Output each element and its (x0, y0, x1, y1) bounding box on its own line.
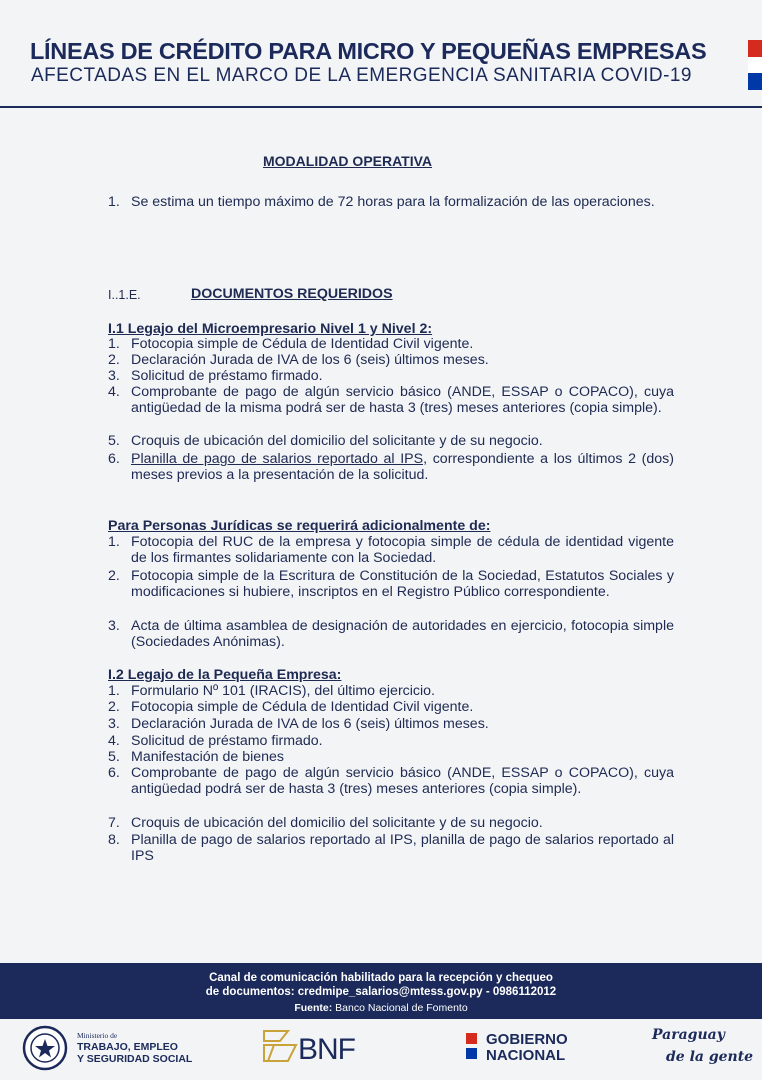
footer-line-1: Canal de comunicación habilitado para la recepción y chequeo (209, 972, 553, 984)
header-divider (0, 106, 762, 108)
list-item: 1. Fotocopia del RUC de la empresa y fotocopia simple de cédula de identidad vigente de los firmantes solidariamente con la Sociedad. (108, 534, 674, 567)
modalidad-title: MODALIDAD OPERATIVA (263, 153, 433, 169)
ministerio-name-1: TRABAJO, EMPLEO (77, 1041, 178, 1053)
footer-line-2: de documentos: credmipe_salarios@mtess.gov.py - 0986112012 (205, 986, 557, 998)
gobierno-flag-blue-icon (466, 1048, 477, 1059)
list-item: 2. Fotocopia simple de la Escritura de Constitución de la Sociedad, Estatutos Sociales y modificaciones si hubiere, inscriptos en el Registro Público correspondiente. (108, 568, 674, 601)
documentos-title: DOCUMENTOS REQUERIDOS (191, 286, 393, 302)
list-item: 7. Croquis de ubicación del domicilio del solicitante y de su negocio. (108, 815, 543, 831)
list-item: 5. Croquis de ubicación del domicilio del solicitante y de su negocio. (108, 433, 543, 449)
list-item: 3. Declaración Jurada de IVA de los 6 (seis) últimos meses. (108, 716, 489, 732)
list-item: 3. Solicitud de préstamo firmado. (108, 368, 323, 384)
footer-source: Fuente: Banco Nacional de Fomento (294, 1002, 468, 1014)
bnf-logo-icon (260, 1027, 300, 1067)
list-item: 8. Planilla de pago de salarios reportado al IPS, planilla de pago de salarios reportado al IPS (108, 832, 674, 865)
ministerio-label: Ministerio de (77, 1031, 118, 1040)
header-title: LÍNEAS DE CRÉDITO PARA MICRO Y PEQUEÑAS EMPRESAS (30, 38, 707, 64)
list-item: 6. Planilla de pago de salarios reportado al IPS, correspondiente a los últimos 2 (dos) meses previos a la presentación de la solicitud. (108, 451, 674, 484)
bnf-label: BNF (298, 1033, 355, 1066)
paraguay-flag-icon (748, 40, 762, 90)
paraguay-slogan-2: de la gente (666, 1049, 754, 1065)
list-item: 1. Formulario Nº 101 (IRACIS), del último ejercicio. (108, 683, 435, 699)
header-subtitle: AFECTADAS EN EL MARCO DE LA EMERGENCIA SANITARIA COVID-19 (31, 65, 692, 86)
paraguay-slogan-1: Paraguay (652, 1027, 725, 1043)
section-code: I..1.E. (108, 288, 141, 302)
list-item: 3. Acta de última asamblea de designación de autoridades en ejercicio, fotocopia simple (Sociedades Anónimas). (108, 618, 674, 651)
list-item: 4. Solicitud de préstamo firmado. (108, 733, 323, 749)
legajo-pequena-title: I.2 Legajo de la Pequeña Empresa: (108, 667, 342, 683)
footer-bar (0, 963, 762, 1019)
gobierno-label-2: NACIONAL (486, 1047, 566, 1064)
page-header (0, 0, 762, 108)
list-item: 2. Declaración Jurada de IVA de los 6 (seis) últimos meses. (108, 352, 489, 368)
legajo-micro-title: I.1 Legajo del Microempresario Nivel 1 y Nivel 2: (108, 321, 433, 337)
list-item: 4. Comprobante de pago de algún servicio básico (ANDE, ESSAP o COPACO), cuya antigüedad de la misma podrá ser de hasta 3 (tres) meses anteriores (copia simple). (108, 384, 674, 417)
gobierno-label-1: GOBIERNO (486, 1031, 568, 1048)
ministerio-name-2: Y SEGURIDAD SOCIAL (77, 1053, 193, 1065)
list-item: 6. Comprobante de pago de algún servicio básico (ANDE, ESSAP o COPACO), cuya antigüedad podrá ser de hasta 3 (tres) meses anteriores (copia simple). (108, 765, 674, 798)
list-item: 1. Se estima un tiempo máximo de 72 horas para la formalización de las operaciones. (108, 194, 655, 210)
national-seal-icon (22, 1025, 68, 1071)
list-item: 2. Fotocopia simple de Cédula de Identidad Civil vigente. (108, 699, 474, 715)
list-item: 1. Fotocopia simple de Cédula de Identidad Civil vigente. (108, 336, 474, 352)
juridicas-title: Para Personas Jurídicas se requerirá adicionalmente de: (108, 518, 491, 534)
gobierno-flag-red-icon (466, 1033, 477, 1044)
list-item: 5. Manifestación de bienes (108, 749, 285, 765)
logos-row (0, 1019, 762, 1080)
